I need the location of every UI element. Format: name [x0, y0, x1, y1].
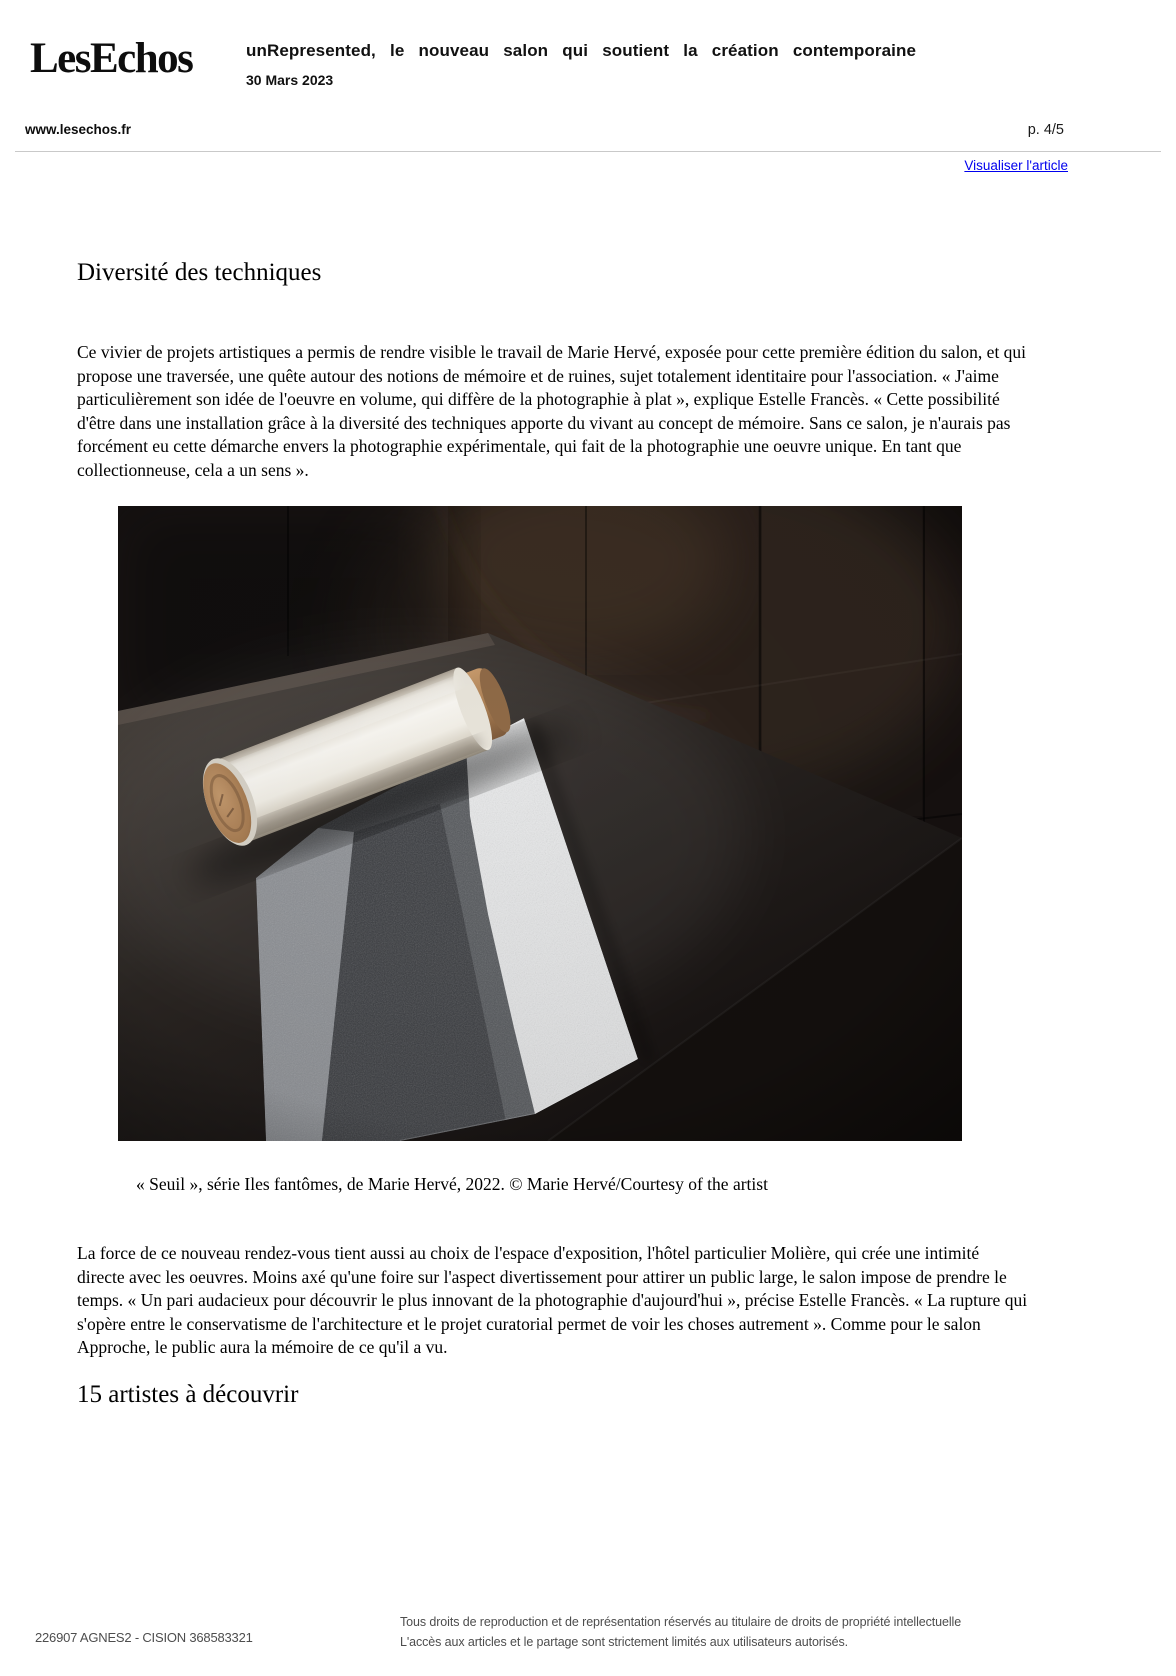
- paragraph-1: Ce vivier de projets artistiques a permis de rendre visible le travail de Marie Hervé, exposée pour cette première édition du salon, et qui propose une traversée, une quête autour des notions de mémoire et de ruines, sujet totalement identitaire pour l'association. « J'aime particulièrement son idée de l'oeuvre en volume, qui diffère de la photographie à plat », explique Estelle Francès. « Cette possibilité d'être dans une installation grâce à la diversité des techniques apporte du vivant au concept de mémoire. Sans ce salon, je n'aurais pas forcément eu cette démarche envers la photographie expérimentale, qui fait de la photographie une oeuvre unique. En tant que collectionneuse, cela a un sens ».: [77, 342, 1027, 480]
- artwork-photo: [118, 506, 962, 1141]
- rights-notice: [400, 1612, 961, 1652]
- view-article-link[interactable]: Visualiser l'article: [964, 158, 1068, 173]
- section-heading-artistes: 15 artistes à découvrir: [77, 1380, 299, 1408]
- cision-reference: 226907 AGNES2 - CISION 368583321: [35, 1630, 253, 1645]
- rights-notice-line-2: L'accès aux articles et le partage sont strictement limités aux utilisateurs autorisés.: [400, 1635, 849, 1649]
- masthead-text: [246, 36, 916, 88]
- link-row: [0, 157, 1176, 175]
- page-indicator: p. 4/5: [1027, 122, 1064, 138]
- paragraph-2: La force de ce nouveau rendez-vous tient aussi au choix de l'espace d'exposition, l'hôtel particulier Molière, qui crée une intimité directe avec les oeuvres. Moins axé qu'une foire sur l'aspect divertissement pour attirer un public large, le salon impose de prendre le temps. « Un pari audacieux pour découvrir le plus innovant de la photographie d'aujourd'hui », précise Estelle Francès. « La rupture qui s'opère entre le conservatisme de l'architecture et le projet curatorial permet de voir les choses autrement ». Comme pour le salon Approche, le public aura la mémoire de ce qu'il a vu.: [77, 1243, 1028, 1357]
- source-url: www.lesechos.fr: [25, 122, 132, 137]
- artwork-caption: « Seuil », série Iles fantômes, de Marie Hervé, 2022. © Marie Hervé/Courtesy of the artist: [136, 1174, 768, 1194]
- divider: [15, 151, 1161, 152]
- section-heading-diversite: Diversité des techniques: [77, 259, 322, 286]
- artwork-figure: [118, 506, 962, 1195]
- article-body: [0, 259, 1176, 1409]
- masthead: [0, 0, 1176, 88]
- article-date: 30 Mars 2023: [246, 72, 334, 88]
- article-title: unRepresented, le nouveau salon qui soutient la création contemporaine: [246, 41, 916, 60]
- meta-row: [0, 122, 1176, 138]
- rights-notice-line-1: Tous droits de reproduction et de représentation réservés au titulaire de droits de propriété intellectuelle: [400, 1615, 962, 1629]
- lesechos-logo: LesEchos: [30, 35, 193, 82]
